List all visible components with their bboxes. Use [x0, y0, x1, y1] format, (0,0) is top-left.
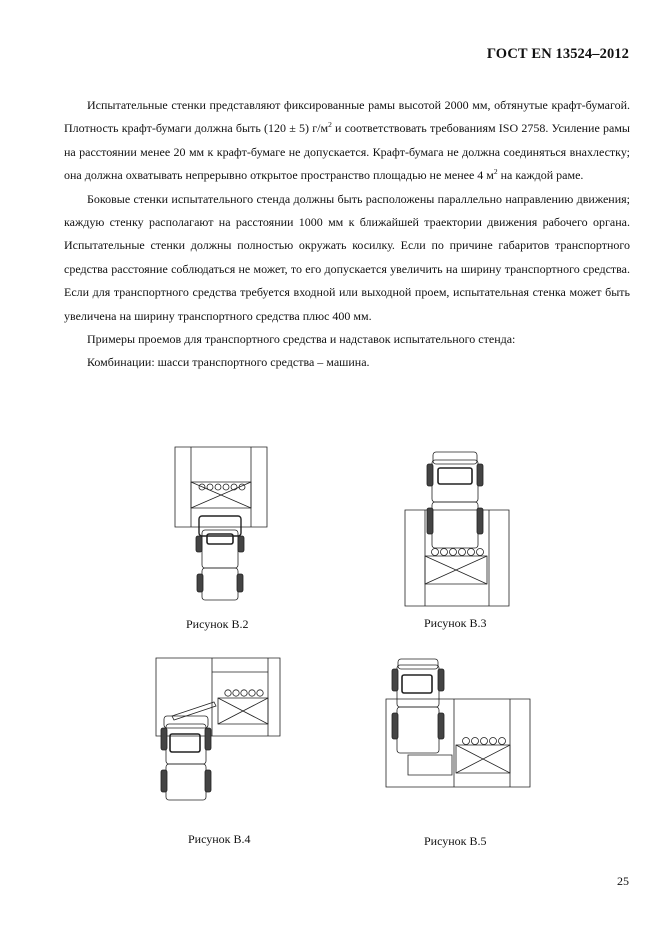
document-header: ГОСТ EN 13524–2012	[486, 46, 629, 62]
tractor-vehicle	[196, 516, 244, 600]
figure-b5-caption: Рисунок B.5	[424, 834, 487, 848]
paragraph-combinations: Комбинации: шасси транспортного средства – машина.	[87, 355, 370, 370]
paragraph-side-walls: Боковые стенки испытательного стенда должны быть расположены параллельно направлению движения; каждую стенку располагают на расстоянии 1000 мм к ближайшей траектории движения рабочего органа. Испытательные стенки должны полностью окружать косилку. Если по причине габаритов транспортного средства расстояние соблюдаться не может, то его допускается увеличить на ширину транспортного средства. Если для транспортного средства требуется входной или выходной проем, испытательная стенка может быть увеличена на ширину транспортного средства плюс 400 мм.	[64, 191, 630, 323]
rotor-row	[463, 738, 506, 745]
figure-b3-caption: Рисунок B.3	[424, 616, 487, 630]
body-text	[64, 94, 630, 375]
paragraph-kraft-paper: Испытательные стенки представляют фиксированные рамы высотой 2000 мм, обтянутые крафт-бумагой. Плотность крафт-бумаги должна быть (120 ± 5) $г/м^2$ и соответствовать требованиям ISO 2758. Усиление рамы на расстоянии менее 20 мм к крафт-бумаге не допускается. Крафт-бумага не должна соединяться внахлестку; она должна охватывать непрерывно открытое пространство площадью не менее 4 $м^2$ на каждой раме.	[64, 98, 630, 183]
paragraph-examples: Примеры проемов для транспортного средства и надставок испытательного стенда:	[87, 332, 516, 347]
figure-b2-caption: Рисунок B.2	[186, 617, 249, 631]
figure-b2-drawing	[172, 444, 272, 606]
tractor-vehicle	[427, 452, 483, 548]
page-number: 25	[617, 874, 629, 888]
figure-b3-drawing	[400, 450, 512, 610]
rotor-row	[225, 690, 263, 696]
figure-b4-caption: Рисунок B.4	[188, 832, 251, 846]
rotor-row	[432, 549, 484, 556]
rotor-row	[199, 484, 245, 490]
figure-b5-drawing	[382, 655, 534, 791]
test-stand-frame	[405, 510, 509, 606]
mower-arm	[408, 755, 452, 775]
tractor-vehicle	[392, 659, 444, 753]
tractor-vehicle	[161, 716, 211, 800]
mower-arm	[172, 702, 216, 720]
figure-b4-drawing	[152, 654, 284, 804]
